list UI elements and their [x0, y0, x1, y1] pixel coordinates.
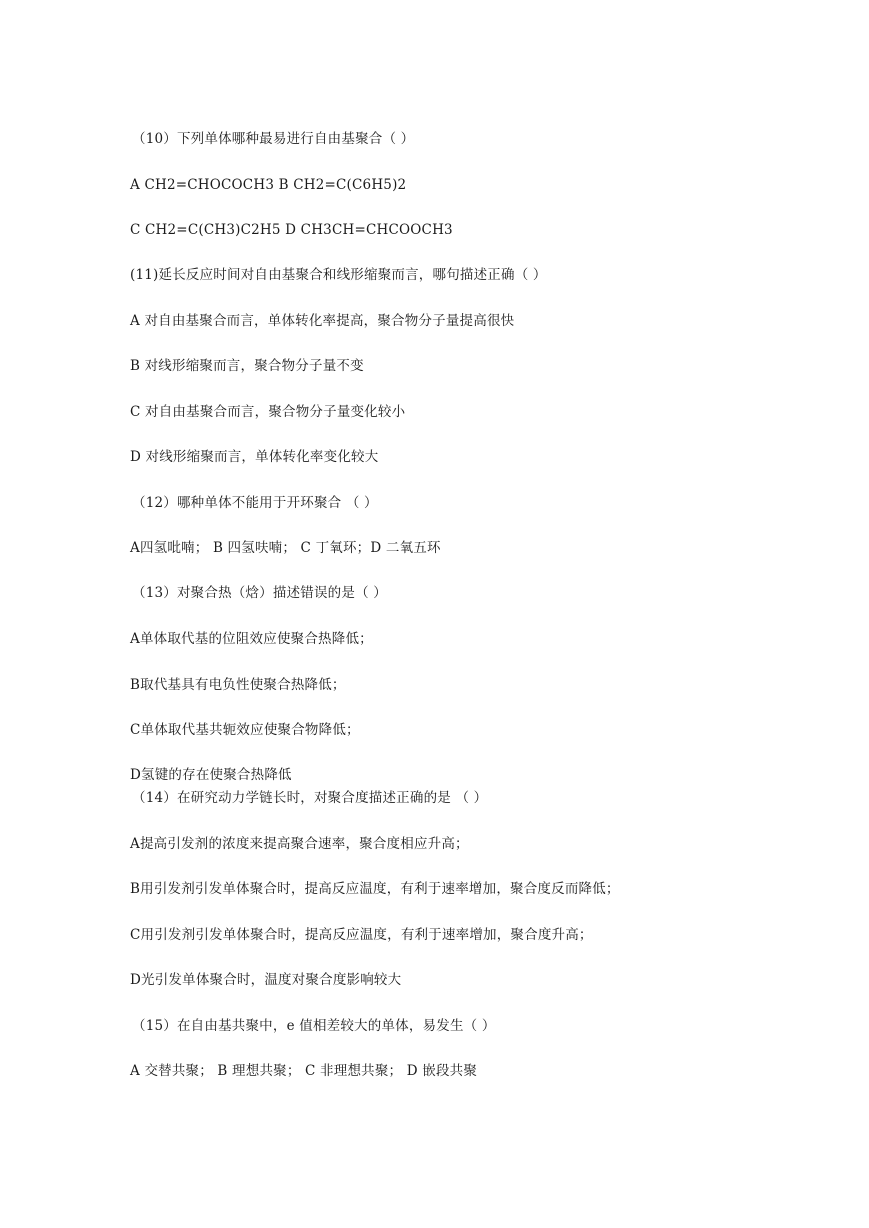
question-13-option-c: C单体取代基共轭效应使聚合物降低； — [130, 722, 360, 738]
question-11: (11)延长反应时间对自由基聚合和线形缩聚而言，哪句描述正确（ ） — [130, 267, 547, 283]
question-14-option-c: C用引发剂引发单体聚合时，提高反应温度，有利于速率增加，聚合度升高； — [130, 927, 593, 943]
question-15: （15）在自由基共聚中，e 值相差较大的单体，易发生（ ） — [132, 1018, 496, 1034]
question-12-options: A四氢吡喃； B 四氢呋喃； C 丁氧环；D 二氧五环 — [130, 540, 441, 556]
question-11-option-a: A 对自由基聚合而言，单体转化率提高，聚合物分子量提高很快 — [130, 313, 515, 329]
question-11-option-b: B 对线形缩聚而言，聚合物分子量不变 — [130, 358, 364, 374]
question-14-option-a: A提高引发剂的浓度来提高聚合速率，聚合度相应升高； — [130, 836, 469, 852]
question-15-options: A 交替共聚； B 理想共聚； C 非理想共聚； D 嵌段共聚 — [130, 1063, 478, 1079]
question-10-options-cd: C CH2=C(CH3)C2H5 D CH3CH=CHCOOCH3 — [130, 222, 453, 238]
question-10-options-ab: A CH2=CHOCOCH3 B CH2=C(C6H5)2 — [130, 177, 407, 193]
question-14: （14）在研究动力学链长时，对聚合度描述正确的是 （ ） — [132, 790, 488, 806]
question-13-option-d: D氢键的存在使聚合热降低 — [130, 767, 292, 783]
question-13-option-b: B取代基具有电负性使聚合热降低； — [130, 677, 346, 693]
question-14-option-d: D光引发单体聚合时，温度对聚合度影响较大 — [130, 972, 402, 988]
question-12: （12）哪种单体不能用于开环聚合 （ ） — [132, 495, 378, 511]
question-13-option-a: A单体取代基的位阻效应使聚合热降低； — [130, 631, 373, 647]
question-13: （13）对聚合热（焓）描述错误的是（ ） — [132, 585, 387, 601]
question-11-option-c: C 对自由基聚合而言，聚合物分子量变化较小 — [130, 404, 406, 420]
question-14-option-b: B用引发剂引发单体聚合时，提高反应温度，有利于速率增加，聚合度反而降低； — [130, 881, 620, 897]
question-10: （10）下列单体哪种最易进行自由基聚合（ ） — [132, 131, 415, 147]
question-11-option-d: D 对线形缩聚而言，单体转化率变化较大 — [130, 449, 379, 465]
